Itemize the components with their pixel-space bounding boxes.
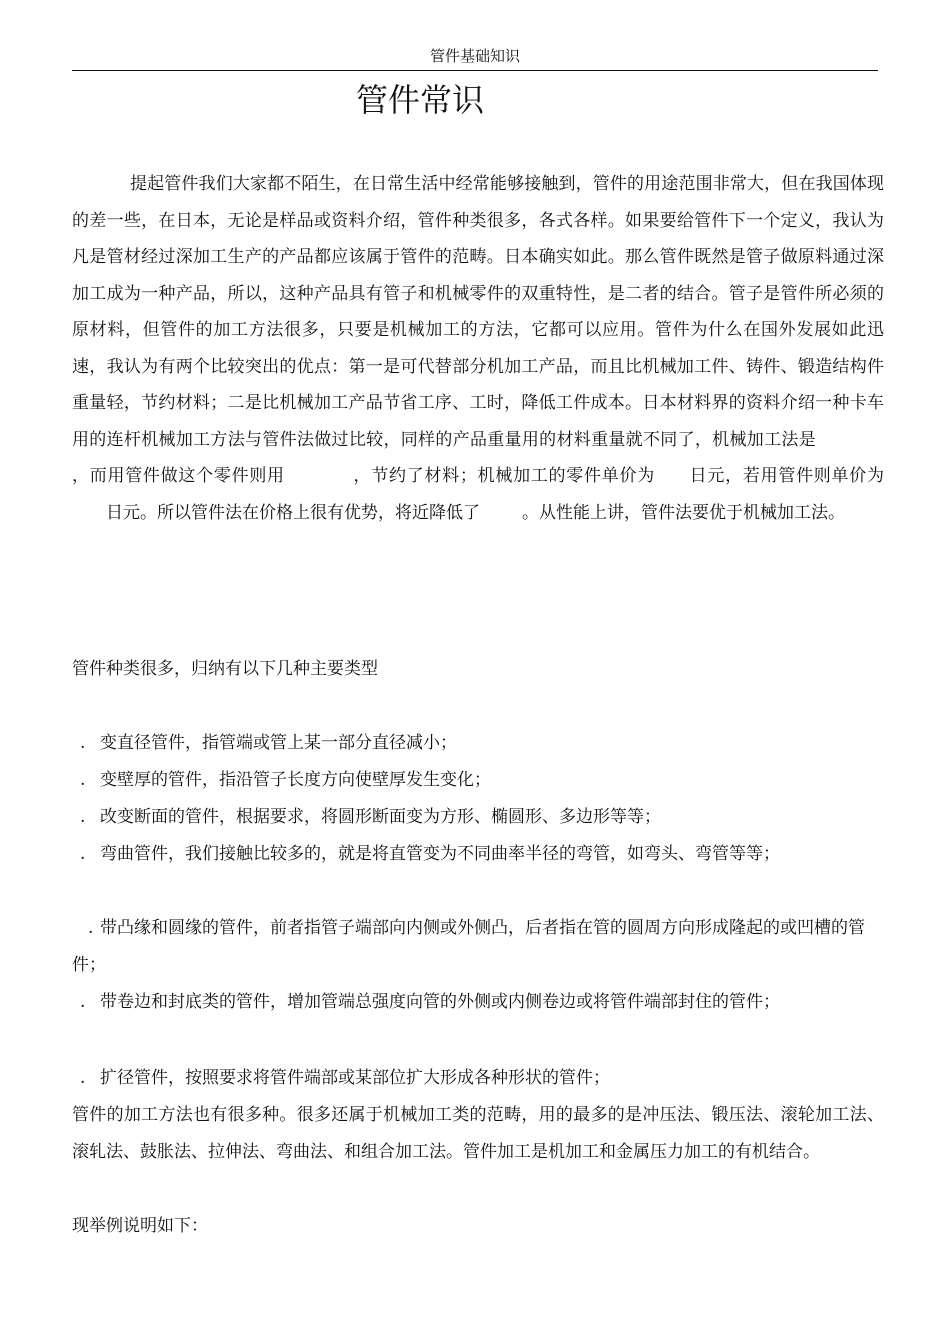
intro-text-4: 日元，若用管件则单价为 (688, 466, 885, 486)
types-intro: 管件种类很多，归纳有以下几种主要类型 (72, 659, 378, 679)
list-item-text: 扩径管件，按照要求将管件端部或某部位扩大形成各种形状的管件； (100, 1068, 610, 1088)
intro-text-6: 。从性能上讲，管件法要优于机械加工法。 (522, 502, 845, 523)
list-item (80, 799, 884, 836)
list-bullet: . (80, 770, 86, 790)
list-bullet: . (80, 807, 86, 827)
list-item-text: 弯曲管件，我们接触比较多的，就是将直管变为不同曲率半径的弯管，如弯头、弯管等等； (100, 844, 780, 864)
list-item (80, 1060, 884, 1097)
intro-text-3: ，节约了材料；机械加工的零件单价为 (352, 466, 655, 486)
list-item-text: 带卷边和封底类的管件，增加管端总强度向管的外侧或内侧卷边或将管件端部封住的管件； (100, 992, 780, 1012)
running-header: 管件基础知识 (429, 47, 520, 65)
intro-text-1: 提起管件我们大家都不陌生，在日常生活中经常能够接触到，管件的用途范围非常大，但在我国体现的差一些，在日本，无论是样品或资料介绍，管件种类很多，各式各样。如果要给管件下一个定义，我认为凡是管材经过深加工生产的产品都应该属于管件的范畴。日本确实如此。那么管件既然是管子做原料通过深加工成为一种产品，所以，这种产品具有管子和机械零件的双重特性，是二者的结合。管子是管件所必须的原材料，但管件的加工方法很多，只要是机械加工的方法，它都可以应用。管件为什么在国外发展如此迅速，我认为有两个比较突出的优点：第一是可代替部分机加工产品，而且比机械加工件、铸件、锻造结构件重量轻，节约材料；二是比机械加工产品节省工序、工时，降低工件成本。日本材料界的资料介绍一种卡车用的连杆机械加工方法与管件法做过比较，同样的产品重量用的材料重量就不同了，机械加工法是 (72, 174, 884, 450)
list-item-text: 变直径管件，指管端或管上某一部分直径减小； (100, 733, 457, 753)
list-bullet: . (80, 844, 86, 864)
intro-paragraph (72, 166, 884, 531)
header-divider (72, 70, 878, 71)
list-item (80, 984, 884, 1021)
examples-intro: 现举例说明如下： (72, 1216, 208, 1236)
list-bullet: . (88, 918, 94, 938)
list-bullet: . (80, 1068, 86, 1088)
document-title: 管件常识 (355, 81, 484, 119)
list-bullet: . (80, 733, 86, 753)
list-item (80, 836, 884, 873)
methods-paragraph: 管件的加工方法也有很多种。很多还属于机械加工类的范畴，用的最多的是冲压法、锻压法、滚轮加工法、滚轧法、鼓胀法、拉伸法、弯曲法、和组合加工法。管件加工是机加工和金属压力加工的有机结合。 (72, 1105, 884, 1162)
list-item (80, 725, 884, 762)
list-item-text: 带凸缘和圆缘的管件，前者指管子端部向内侧或外侧凸，后者指在管的圆周方向形成隆起的或凹槽的管件； (72, 918, 865, 975)
list-item-text: 改变断面的管件，根据要求，将圆形断面变为方形、椭圆形、多边形等等； (100, 807, 661, 827)
intro-text-5: 日元。所以管件法在价格上很有优势，将近降低了 (106, 502, 480, 523)
list-item (72, 910, 884, 983)
intro-text-2: ，而用管件做这个零件则用 (72, 466, 285, 486)
list-item (80, 762, 884, 799)
list-bullet: . (80, 992, 86, 1012)
list-item-text: 变壁厚的管件，指沿管子长度方向使壁厚发生变化； (100, 770, 491, 790)
